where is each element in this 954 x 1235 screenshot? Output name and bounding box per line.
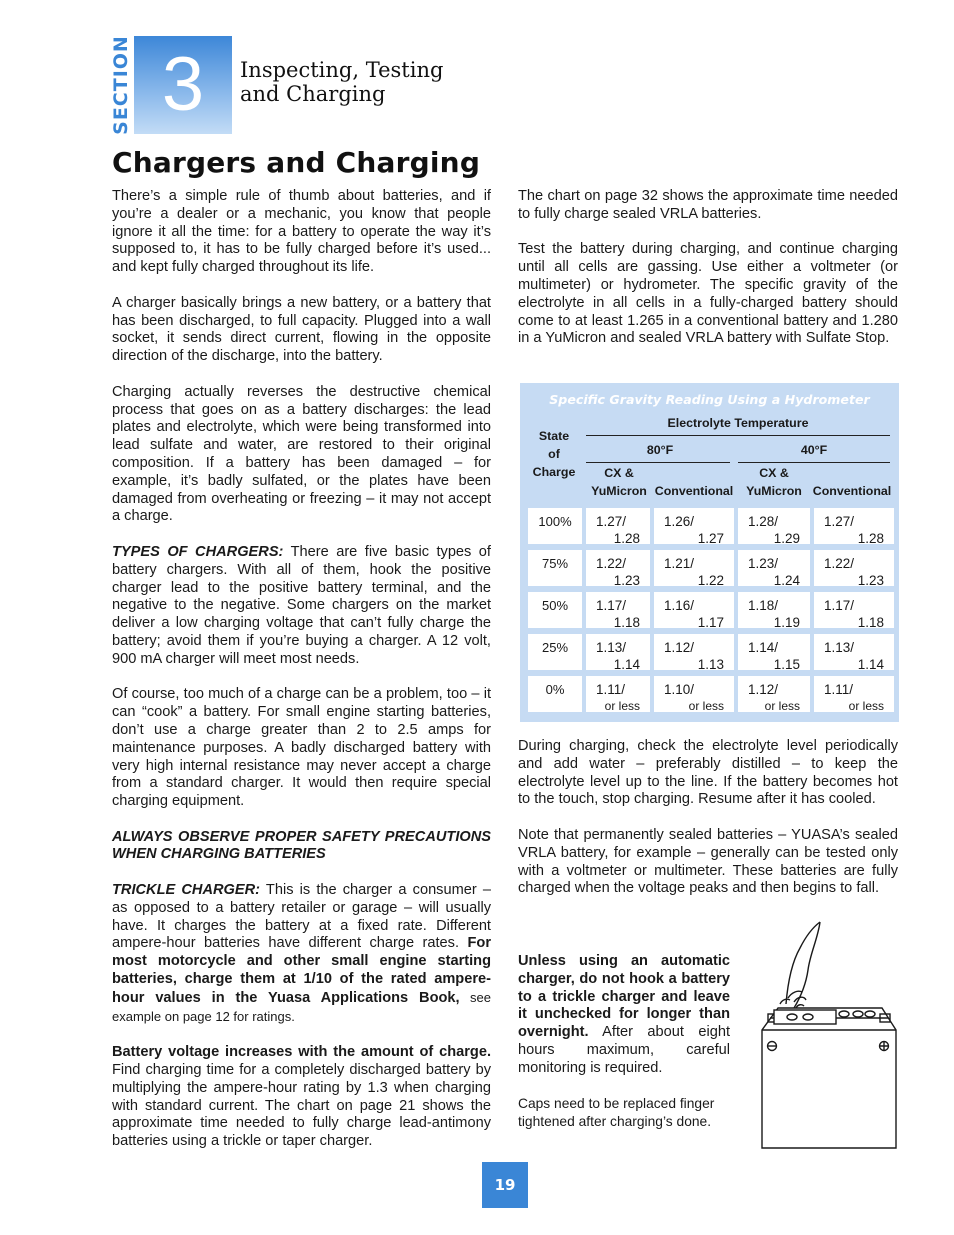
table-cell-value: 1.18/ 1.19 <box>738 592 810 628</box>
left-column <box>112 188 491 1169</box>
table-cell-value: 1.16/ 1.17 <box>654 592 734 628</box>
table-cell-value: 1.17/ 1.18 <box>814 592 894 628</box>
section-title <box>240 58 443 106</box>
right-column <box>518 188 898 366</box>
paragraph: A charger basically brings a new battery, or a battery that has been discharged, to full capacity. Plugged into a wall socket, it sends direct current, flowing in the opposite direction of the discharge, into the battery. <box>112 294 491 365</box>
paragraph: The chart on page 32 shows the approximate time needed to fully charge sealed VRLA batteries. <box>518 188 898 222</box>
table-group-header: Electrolyte Temperature <box>667 416 809 430</box>
table-cell-value: 1.11/ or less <box>586 676 650 712</box>
divider <box>586 462 730 463</box>
table-cell-value: 1.12/ 1.13 <box>654 634 734 670</box>
section-label: SECTION <box>110 35 132 135</box>
table-cell-state: 50% <box>528 592 582 628</box>
section-number-box <box>134 36 232 134</box>
paragraph: During charging, check the electrolyte level periodically and add water – preferably distilled – to keep the electrolyte level up to the line. If the battery becomes hot to the touch, stop charging. Resume after it has cooled. <box>518 738 898 808</box>
paragraph-text: This is the charger a consumer – as opposed to a battery retailer or garage – will usually have. It charges the battery at a fixed rate. Different ampere-hour batteries have different charge rates. <box>112 882 491 952</box>
safety-notice: ALWAYS OBSERVE PROPER SAFETY PRECAUTIONS WHEN CHARGING BATTERIES <box>112 828 491 863</box>
table-title: Specific Gravity Reading Using a Hydrometer <box>549 392 870 407</box>
table-cell-value: 1.11/ or less <box>814 676 894 712</box>
paragraph-text: Find charging time for a completely discharged battery by multiplying the ampere-hour rating by 1.3 when charging with standard current. The chart on page 21 shows the approximate time needed to fully charge lead-antimony batteries using a trickle or taper charger. <box>112 1062 491 1150</box>
state-header: State of Charge <box>532 429 576 479</box>
paragraph-bold-text: Battery voltage increases with the amount of charge. <box>112 1044 491 1061</box>
table-cell-value: 1.23/ 1.24 <box>738 550 810 586</box>
run-in-heading: TRICKLE CHARGER: <box>112 882 261 899</box>
temp-40-header: 40°F <box>800 443 828 457</box>
table-cell-value: 1.14/ 1.15 <box>738 634 810 670</box>
table-cell-value: 1.22/ 1.23 <box>814 550 894 586</box>
table-cell-value: 1.22/ 1.23 <box>586 550 650 586</box>
table-cell-value: 1.21/ 1.22 <box>654 550 734 586</box>
table-cell-value: 1.13/ 1.14 <box>586 634 650 670</box>
paragraph: Test the battery during charging, and continue charging until all cells are gassing. Use either a voltmeter (or multimeter) or hydrometer. The specific gravity of the electrolyte in all cells in a fully-charged battery should come to at least 1.265 in a conventional battery and 1.280 in a YuMicron and sealed VRLA battery with Sulfate Stop. <box>518 241 898 347</box>
divider <box>738 462 890 463</box>
divider <box>586 435 890 436</box>
battery-illustration <box>748 918 900 1150</box>
paragraph-bold-text: For most motorcycle and other small engine starting batteries, charge them at 1/10 of the rated ampere-hour values in the Yuasa Applications Book, <box>112 935 491 1006</box>
section-number: 3 <box>161 42 205 127</box>
paragraph: There’s a simple rule of thumb about batteries, and if you’re a dealer or a mechanic, you know that people ignore it all the time: for a battery to operate the way it’s supposed to, it has to be fully charged before it’s used... and kept fully charged throughout its life. <box>112 188 491 276</box>
caution-paragraph <box>518 953 730 1078</box>
table-cell-state: 100% <box>528 508 582 544</box>
paragraph: Charging actually reverses the destructive chemical process that goes on as a battery discharges: the lead plates and electrolyte, which were being transformed into lead sulfate and water, are restored to their original composition. If a battery has been damaged – for example, it’s badly sulfated, or the plates have been damaged from overheating or freezing – it may not accept a charge. <box>112 383 491 525</box>
table-cell-state: 75% <box>528 550 582 586</box>
table-cell-state: 25% <box>528 634 582 670</box>
section-title-line2: and Charging <box>240 82 386 106</box>
temp-80-header: 80°F <box>646 443 674 457</box>
paragraph <box>112 882 491 1026</box>
col-conventional-80: Conventional <box>654 484 734 498</box>
table-cell-value: 1.12/ or less <box>738 676 810 712</box>
col-conventional-40: Conventional <box>812 484 892 498</box>
right-column-lower <box>518 738 898 916</box>
section-title-line1: Inspecting, Testing <box>240 58 444 82</box>
table-cell-value: 1.26/ 1.27 <box>654 508 734 544</box>
paragraph <box>112 544 491 669</box>
paragraph-small-text: see example on page 12 for ratings. <box>112 989 491 1024</box>
caption: Caps need to be replaced finger tightened after charging’s done. <box>518 1096 715 1130</box>
caution-bold-text: Unless using an automatic charger, do not hook a battery to a trickle charger and leave it unchecked for longer than overnight. <box>518 953 730 1041</box>
paragraph-text: There are five basic types of battery chargers. With all of them, hook the positive charger lead to the positive battery terminal, and the negative to the negative. Some chargers on the market deliver a low charging voltage that can’t fully charge the battery; avoid them if you’re buying a charger. A 12 volt, 900 mA charger will meet most needs. <box>112 543 491 667</box>
table-cell-state: 0% <box>528 676 582 712</box>
paragraph <box>112 1044 491 1151</box>
paragraph: Of course, too much of a charge can be a problem, too – it can “cook” a battery. For small engine starting batteries, don’t use a charge greater than 2 to 2.5 amps for maintenance purposes. A badly discharged battery with very high internal resistance may never accept a charge from a standard charger. It would then require special charging equipment. <box>112 686 491 810</box>
paragraph: Note that permanently sealed batteries – YUASA’s sealed VRLA battery, for example – generally can be tested only with a voltmeter or multimeter. These batteries are fully charged when the voltage peaks and then begins to fall. <box>518 826 898 897</box>
table-cell-value: 1.13/ 1.14 <box>814 634 894 670</box>
table-cell-value: 1.27/ 1.28 <box>814 508 894 544</box>
table-cell-value: 1.10/ or less <box>654 676 734 712</box>
specific-gravity-table <box>520 383 899 722</box>
col-cx-yumicron-40: CX & YuMicron <box>746 466 802 498</box>
page-number: 19 <box>482 1162 528 1208</box>
table-cell-value: 1.17/ 1.18 <box>586 592 650 628</box>
page-heading: Chargers and Charging <box>112 146 481 179</box>
table-cell-value: 1.28/ 1.29 <box>738 508 810 544</box>
col-cx-yumicron-80: CX & YuMicron <box>591 466 647 498</box>
caution-text: After about eight hours maximum, careful monitoring is required. <box>518 1024 730 1076</box>
run-in-heading: TYPES OF CHARGERS: <box>112 543 284 560</box>
table-cell-value: 1.27/ 1.28 <box>586 508 650 544</box>
caution-block <box>518 953 730 1149</box>
